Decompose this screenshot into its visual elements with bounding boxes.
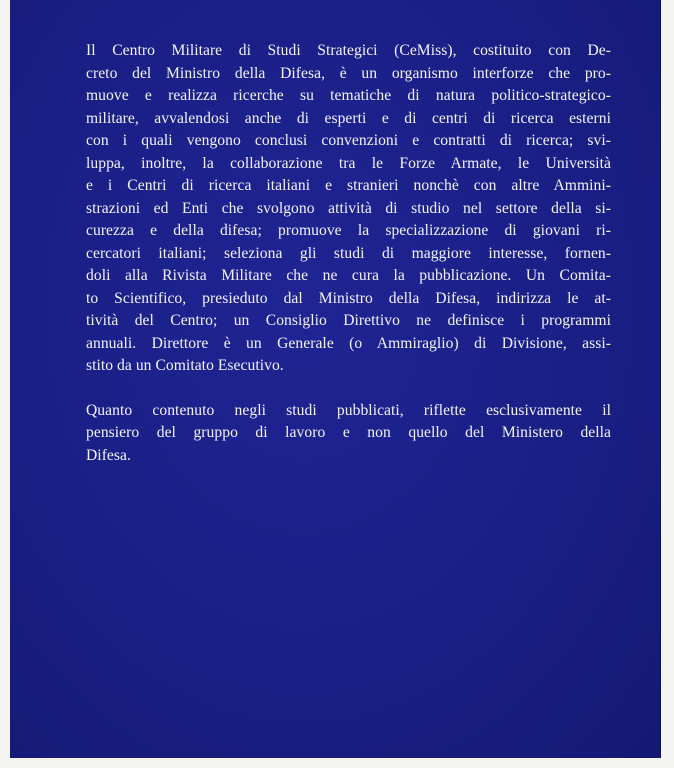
text-line: militare, avvalendosi anche di esperti e di centri di ricerca esterni	[86, 109, 611, 127]
text-line: strazioni ed Enti che svolgono attività di studio nel settore della si-	[86, 199, 611, 217]
text-line: to Scientifico, presieduto dal Ministro della Difesa, indirizza le at-	[86, 289, 611, 307]
text-line: pensiero del gruppo di lavoro e non quello del Ministero della	[86, 424, 611, 441]
paragraph-disclaimer	[86, 400, 611, 468]
text-line: annuali. Direttore è un Generale (o Ammiraglio) di Divisione, assi-	[86, 334, 611, 352]
text-line: luppa, inoltre, la collaborazione tra le Forze Armate, le Università	[86, 154, 611, 172]
paragraph-spacer	[86, 378, 611, 400]
text-line: tività del Centro; un Consiglio Direttivo ne definisce i programmi	[86, 312, 611, 329]
text-line: Il Centro Militare di Studi Strategici (CeMiss), costituito con De-	[86, 42, 611, 59]
text-line: Quanto contenuto negli studi pubblicati, riflette esclusivamente il	[86, 401, 611, 419]
text-line: creto del Ministro della Difesa, è un organismo interforze che pro-	[86, 64, 611, 82]
text-line: con i quali vengono conclusi convenzioni e contratti di ricerca; svi-	[86, 132, 611, 149]
text-line: muove e realizza ricerche su tematiche di natura politico-strategico-	[86, 87, 611, 104]
text-line: stito da un Comitato Esecutivo.	[86, 357, 284, 374]
text-line: cercatori italiani; seleziona gli studi di maggiore interesse, fornen-	[86, 244, 611, 262]
text-line: e i Centri di ricerca italiani e stranieri nonchè con altre Ammini-	[86, 177, 611, 194]
text-line: Difesa.	[86, 446, 131, 464]
text-line: doli alla Rivista Militare che ne cura la pubblicazione. Un Comita-	[86, 267, 611, 284]
text-line: curezza e della difesa; promuove la specializzazione di giovani ri-	[86, 222, 611, 239]
paragraph-cemiss-description	[86, 40, 611, 378]
cover-text-block	[86, 40, 611, 467]
